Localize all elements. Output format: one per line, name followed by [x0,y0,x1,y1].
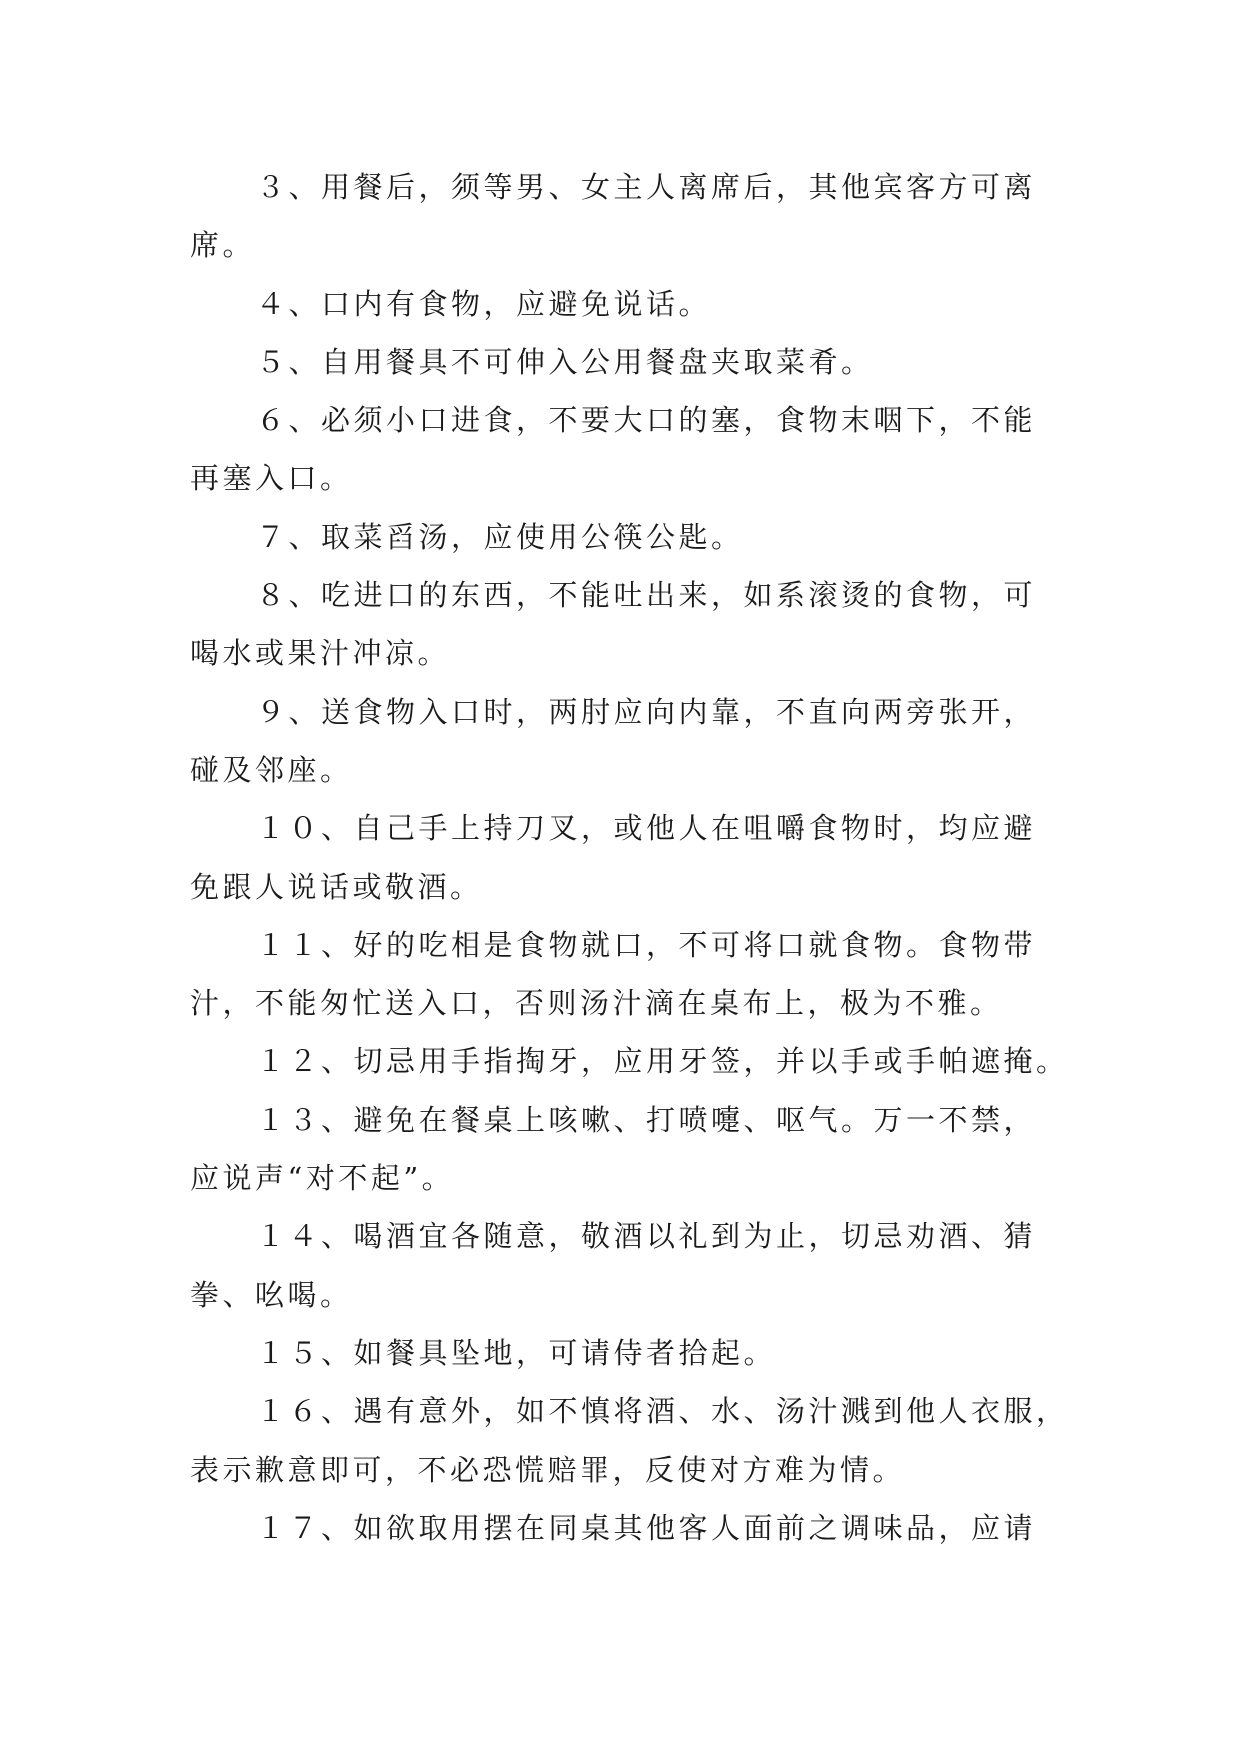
paragraph-item-13 [190,1091,1054,1208]
paragraph-line: １５、如餐具坠地，可请侍者拾起。 [256,1335,777,1370]
paragraph-line: ７、取菜舀汤，应使用公筷公匙。 [256,519,744,554]
paragraph-line: 拳、吆喝。 [190,1277,353,1312]
paragraph-line: 应说声“对不起”。 [190,1161,455,1196]
paragraph-line: １１、好的吃相是食物就口，不可将口就食物。食物带 [256,927,1037,962]
paragraph-item-5 [190,333,1054,391]
paragraph-line: 再塞入口。 [190,461,353,496]
paragraph-line: 席。 [190,228,256,263]
paragraph-line: １４、喝酒宜各随意，敬酒以礼到为止，切忌劝酒、猜 [256,1219,1037,1254]
paragraph-line: ９、送食物入口时，两肘应向内靠，不直向两旁张开， [256,694,1037,729]
paragraph-line: ６、必须小口进食，不要大口的塞，食物末咽下，不能 [256,403,1037,438]
paragraph-line: 汁，不能匆忙送入口，否则汤汁滴在桌布上，极为不雅。 [190,986,1003,1021]
paragraph-line: 碰及邻座。 [190,752,353,787]
document-body [190,158,1069,1557]
paragraph-item-14 [190,1207,1054,1324]
paragraph-line: 表示歉意即可，不必恐慌赔罪，反使对方难为情。 [190,1452,906,1487]
paragraph-item-17 [190,1499,1054,1557]
paragraph-item-10 [190,799,1054,916]
paragraph-item-15 [190,1324,1054,1382]
paragraph-item-4 [190,275,1054,333]
paragraph-item-12 [190,1032,1069,1090]
paragraph-line: ８、吃进口的东西，不能吐出来，如系滚烫的食物，可 [256,578,1037,613]
paragraph-item-3 [190,158,1054,275]
paragraph-line: １２、切忌用手指掏牙，应用牙签，并以手或手帕遮掩。 [256,1044,1069,1079]
paragraph-line: ３、用餐后，须等男、女主人离席后，其他宾客方可离 [256,170,1037,204]
paragraph-line: １３、避免在餐桌上咳嗽、打喷嚏、呕气。万一不禁， [256,1102,1037,1137]
paragraph-item-11 [190,916,1054,1033]
paragraph-line: １７、如欲取用摆在同桌其他客人面前之调味品，应请 [256,1510,1037,1545]
paragraph-item-16 [190,1382,1069,1499]
paragraph-item-6 [190,391,1054,508]
paragraph-line: ４、口内有食物，应避免说话。 [256,286,712,321]
paragraph-line: 喝水或果汁冲凉。 [190,636,451,671]
paragraph-line: １６、遇有意外，如不慎将酒、水、汤汁溅到他人衣服， [256,1394,1069,1429]
paragraph-line: １０、自己手上持刀叉，或他人在咀嚼食物时，均应避 [256,811,1037,846]
paragraph-line: 免跟人说话或敬酒。 [190,869,483,904]
paragraph-item-9 [190,683,1054,800]
paragraph-item-7 [190,508,1054,566]
paragraph-item-8 [190,566,1054,683]
paragraph-line: ５、自用餐具不可伸入公用餐盘夹取菜肴。 [256,344,874,379]
